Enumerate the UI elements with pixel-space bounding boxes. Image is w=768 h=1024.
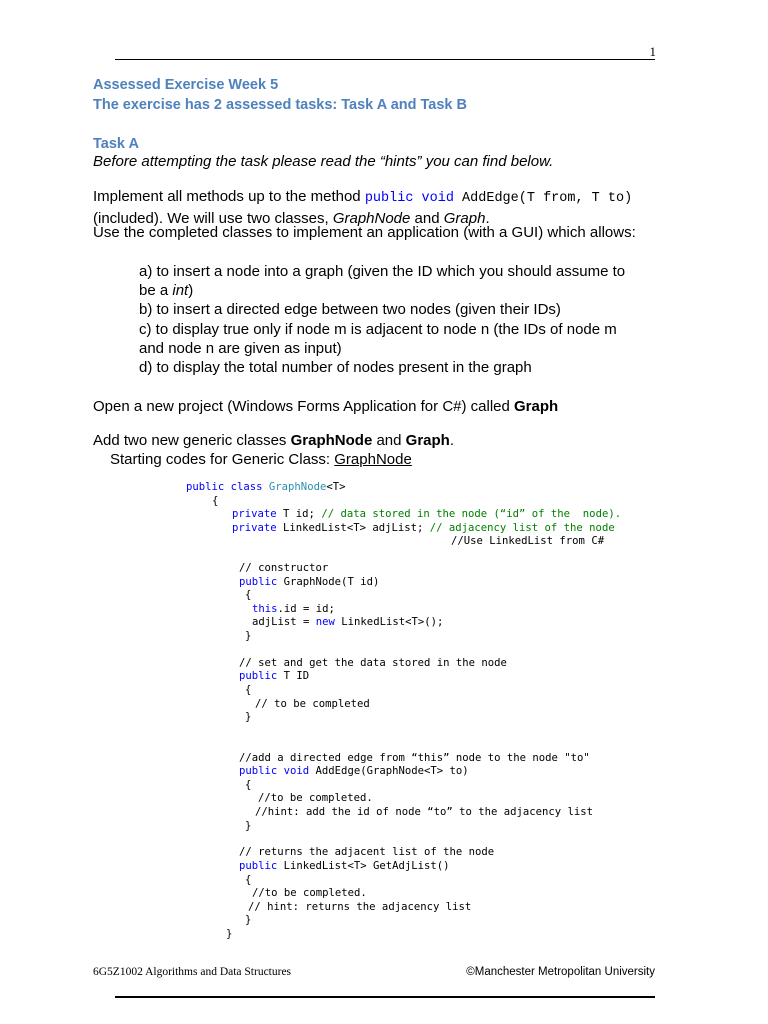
p5-text: Starting codes for Generic Class: xyxy=(110,451,335,468)
task-a-paragraph-2: Use the completed classes to implement an application (with a GUI) which allows: xyxy=(93,224,636,241)
item-a-pre: be a xyxy=(139,282,173,299)
footer-rule xyxy=(115,996,655,998)
code-line-brace: } xyxy=(245,820,252,832)
p1-text: Implement all methods up to the method xyxy=(93,188,365,205)
code-line-this-id: this.id = id; xyxy=(252,603,335,615)
task-a-paragraph-1 xyxy=(93,187,663,228)
code-line-brace: { xyxy=(245,589,252,601)
code-line-getadj-sig: public LinkedList<T> GetAdjList() xyxy=(239,860,450,872)
code-line-hint-comment: //hint: add the id of node “to” to the adjacency list xyxy=(255,806,594,818)
code-line-class-close: } xyxy=(226,928,233,940)
code-line-brace: { xyxy=(245,874,252,886)
code-line-id-field: private T id; // data stored in the node (“id” of the node). xyxy=(232,508,622,520)
exercise-subtitle: The exercise has 2 assessed tasks: Task A and Task B xyxy=(93,97,467,113)
p5-graphnode-underlined: GraphNode xyxy=(334,451,412,468)
p3-text: Open a new project (Windows Forms Application for C#) called xyxy=(93,398,515,415)
task-a-intro: Before attempting the task please read the “hints” you can find below. xyxy=(93,153,554,170)
list-item-c-line1: c) to display true only if node m is adjacent to node n (the IDs of node m xyxy=(139,321,617,338)
p1-text-b: (included). We will use two classes, xyxy=(93,209,333,227)
p4-graphnode: GraphNode xyxy=(290,432,373,449)
code-line-brace: } xyxy=(245,630,252,642)
page-number: 1 xyxy=(649,44,656,59)
code-line-id-comment: // set and get the data stored in the node xyxy=(239,657,507,669)
p1-keyword-public: public xyxy=(364,191,414,206)
code-line-todo-comment: //to be completed. xyxy=(258,792,373,804)
code-line-todo-comment: // to be completed xyxy=(255,698,370,710)
list-item-a-line2 xyxy=(139,281,659,301)
code-line-adjlist-init: adjList = new LinkedList<T>(); xyxy=(252,616,444,628)
code-line-brace: { xyxy=(245,779,252,791)
p4-and: and xyxy=(372,432,406,449)
task-a-paragraph-3 xyxy=(93,397,663,417)
p1-end: . xyxy=(485,209,490,227)
code-line-brace: { xyxy=(212,495,219,507)
p1-and: and xyxy=(410,209,444,227)
task-a-heading: Task A xyxy=(93,136,139,152)
p3-project-name: Graph xyxy=(514,398,559,415)
task-a-paragraph-5 xyxy=(110,450,680,470)
code-line-id-property: public T ID xyxy=(239,670,310,682)
footer-copyright: ©Manchester Metropolitan University xyxy=(466,966,655,978)
list-item-a-line1: a) to insert a node into a graph (given the ID which you should assume to xyxy=(139,263,626,280)
list-item-d: d) to display the total number of nodes present in the graph xyxy=(139,359,532,376)
code-line-adjlist-field: private LinkedList<T> adjList; // adjacency list of the node xyxy=(232,522,615,534)
p1-keyword-void: void xyxy=(421,191,454,206)
code-line-addedge-sig: public void AddEdge(GraphNode<T> to) xyxy=(239,765,469,777)
code-line-hint-comment: // hint: returns the adjacency list xyxy=(248,901,472,913)
footer-course: 6G5Z1002 Algorithms and Data Structures xyxy=(93,966,292,978)
code-line-brace: { xyxy=(245,684,252,696)
code-line-brace: } xyxy=(245,914,252,926)
task-a-paragraph-4 xyxy=(93,431,663,451)
code-line-todo-comment: //to be completed. xyxy=(252,887,367,899)
header-rule xyxy=(115,59,655,60)
p1-graphnode: GraphNode xyxy=(332,209,411,227)
item-a-int: int xyxy=(172,282,189,299)
p4-text: Add two new generic classes xyxy=(93,432,291,449)
p4-graph: Graph xyxy=(405,432,450,449)
code-line-brace: } xyxy=(245,711,252,723)
exercise-title: Assessed Exercise Week 5 xyxy=(93,77,279,93)
code-line-linkedlist-comment: //Use LinkedList from C# xyxy=(451,535,605,547)
p4-end: . xyxy=(449,432,455,449)
list-item-c-line2: and node n are given as input) xyxy=(139,340,342,357)
code-line-constructor-sig: public GraphNode(T id) xyxy=(239,576,380,588)
list-item-b: b) to insert a directed edge between two nodes (given their IDs) xyxy=(139,301,561,318)
code-line-getadj-comment: // returns the adjacent list of the node xyxy=(239,846,495,858)
item-a-post: ) xyxy=(188,282,194,299)
p1-code: AddEdge(T from, T to) xyxy=(453,191,633,206)
code-line-class-decl: public class GraphNode<T> xyxy=(186,481,346,493)
code-line-constructor-comment: // constructor xyxy=(239,562,329,574)
code-line-addedge-comment: //add a directed edge from “this” node to the node "to" xyxy=(239,752,590,764)
p1-graph: Graph xyxy=(443,209,486,227)
